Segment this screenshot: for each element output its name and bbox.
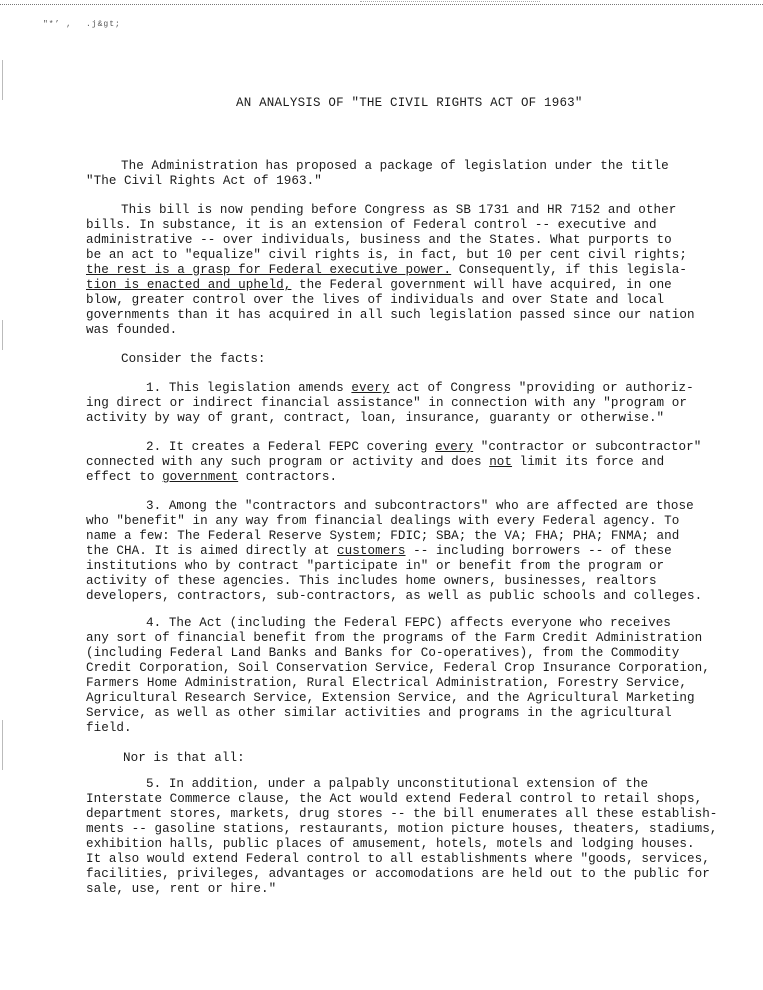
section-lead: Consider the facts:: [121, 352, 266, 366]
body-text: limit its force and: [512, 455, 665, 469]
body-line: was founded.: [86, 323, 178, 337]
body-text: -- including borrowers -- of these: [405, 544, 672, 558]
header-mark: .j&gt;: [86, 20, 121, 29]
body-text: Consequently, if this legisla-: [451, 263, 688, 277]
scan-left-edge-mark: [2, 720, 3, 770]
item-line: facilities, privileges, advantages or accomodations are held out to the public for: [86, 867, 710, 881]
item-line: Service, as well as other similar activities and programs in the agricultural: [86, 706, 672, 720]
scan-left-edge-mark: [2, 320, 3, 350]
scan-left-edge-mark: [2, 60, 3, 100]
body-text: 2. It creates a Federal FEPC covering: [146, 440, 436, 454]
underlined-phrase: tion is enacted and upheld,: [86, 278, 292, 292]
item-line: [146, 440, 701, 455]
underlined-word: not: [489, 455, 513, 469]
item-line: institutions who by contract "participate in" or benefit from the program or: [86, 559, 665, 573]
body-text: the CHA. It is aimed directly at: [86, 544, 338, 558]
body-text: 1. This legislation amends: [146, 381, 352, 395]
item-line: sale, use, rent or hire.": [86, 882, 277, 896]
body-text: contractors.: [238, 470, 338, 484]
item-line: any sort of financial benefit from the programs of the Farm Credit Administration: [86, 631, 703, 645]
body-line: be an act to "equalize" civil rights is, in fact, but 10 per cent civil rights;: [86, 248, 687, 262]
body-line: administrative -- over individuals, business and the States. What purports to: [86, 233, 672, 247]
item-line: exhibition halls, public places of amusement, hotels, motels and lodging houses.: [86, 837, 695, 851]
item-line: It also would extend Federal control to all establishments where "goods, services,: [86, 852, 710, 866]
item-line: ing direct or indirect financial assistance" in connection with any "program or: [86, 396, 687, 410]
body-text: act of Congress "providing or authoriz-: [389, 381, 694, 395]
item-line: developers, contractors, sub-contractors, as well as public schools and colleges.: [86, 589, 703, 603]
item-line: [86, 470, 337, 485]
item-line: field.: [86, 721, 132, 735]
item-line: who "benefit" in any way from financial dealings with every Federal agency. To: [86, 514, 680, 528]
item-line: Farmers Home Administration, Rural Electrical Administration, Forestry Service,: [86, 676, 687, 690]
section-lead: Nor is that all:: [123, 751, 245, 765]
underlined-word: every: [351, 381, 390, 395]
body-line: [86, 263, 687, 278]
intro-line: "The Civil Rights Act of 1963.": [86, 174, 322, 188]
item-line: activity by way of grant, contract, loan, insurance, guaranty or otherwise.": [86, 411, 665, 425]
item-line: 4. The Act (including the Federal FEPC) affects everyone who receives: [146, 616, 671, 630]
body-line: [86, 278, 672, 293]
item-line: [86, 455, 664, 470]
body-line: bills. In substance, it is an extension of Federal control -- executive and: [86, 218, 657, 232]
item-line: 5. In addition, under a palpably unconstitutional extension of the: [146, 777, 649, 791]
body-text: effect to: [86, 470, 163, 484]
underlined-phrase: the rest is a grasp for Federal executive power.: [86, 263, 452, 277]
item-line: Agricultural Research Service, Extension Service, and the Agricultural Marketing: [86, 691, 695, 705]
item-line: name a few: The Federal Reserve System; FDIC; SBA; the VA; FHA; PHA; FNMA; and: [86, 529, 680, 543]
item-line: Credit Corporation, Soil Conservation Service, Federal Crop Insurance Corporation,: [86, 661, 710, 675]
body-text: the Federal government will have acquired, in one: [291, 278, 672, 292]
intro-line: The Administration has proposed a package of legislation under the title: [121, 159, 669, 173]
document-title: AN ANALYSIS OF "THE CIVIL RIGHTS ACT OF 1963": [236, 96, 583, 110]
underlined-word: government: [162, 470, 239, 484]
body-text: connected with any such program or activity and does: [86, 455, 490, 469]
body-line: blow, greater control over the lives of individuals and over State and local: [86, 293, 665, 307]
scan-top-border: [0, 4, 763, 5]
scan-top-border-fragment: [360, 1, 540, 2]
item-line: [146, 381, 694, 396]
item-line: (including Federal Land Banks and Banks for Co-operatives), from the Commodity: [86, 646, 680, 660]
item-line: ments -- gasoline stations, restaurants, motion picture houses, theaters, stadiums,: [86, 822, 718, 836]
header-mark: "*’ ,: [43, 20, 73, 29]
item-line: activity of these agencies. This includes home owners, businesses, realtors: [86, 574, 657, 588]
item-line: [86, 544, 672, 559]
body-text: "contractor or subcontractor": [473, 440, 702, 454]
underlined-word: every: [435, 440, 474, 454]
item-line: department stores, markets, drug stores -- the bill enumerates all these establish-: [86, 807, 718, 821]
body-line: This bill is now pending before Congress as SB 1731 and HR 7152 and other: [121, 203, 677, 217]
underlined-word: customers: [337, 544, 406, 558]
item-line: 3. Among the "contractors and subcontractors" who are affected are those: [146, 499, 694, 513]
item-line: Interstate Commerce clause, the Act would extend Federal control to retail shops,: [86, 792, 703, 806]
body-line: governments than it has acquired in all such legislation passed since our nation: [86, 308, 695, 322]
